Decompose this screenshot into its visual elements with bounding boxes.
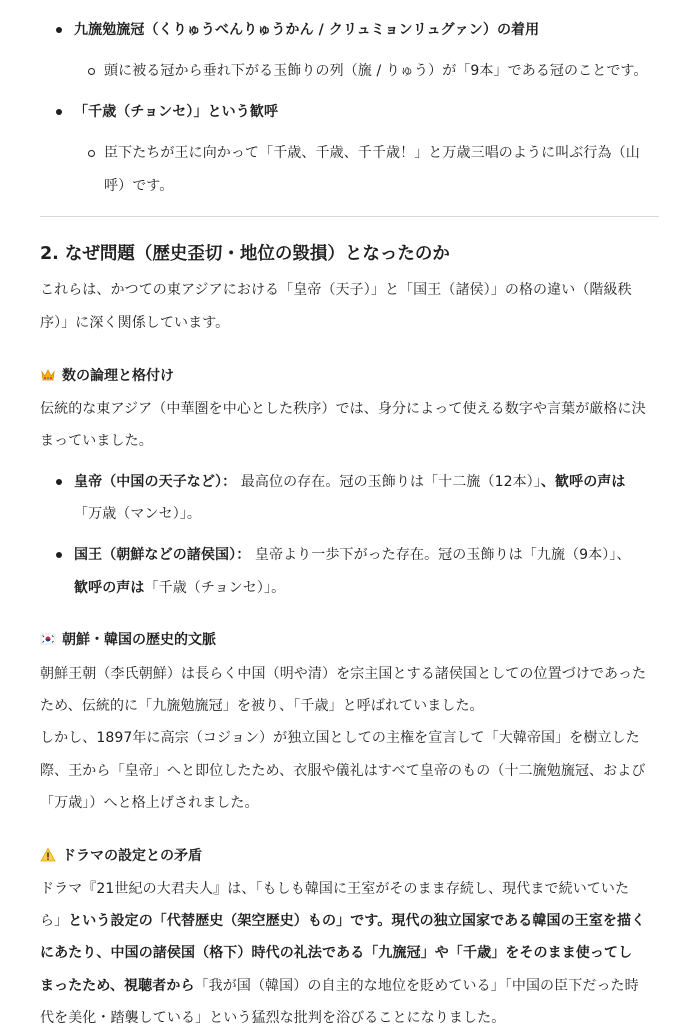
list-item-bold: 、歓呼の声は [540, 474, 626, 490]
paragraph-text: まっていました。 [40, 433, 153, 449]
paragraph-text: 代を美化・踏襲している」という猛烈な批判を浴びることになりました。 [40, 1010, 506, 1026]
paragraph-plain: 「我が国（韓国）の自主的な地位を貶めている」「中国の臣下だった時 [194, 978, 639, 994]
bullet-dot [56, 552, 62, 558]
paragraph-text: 朝鮮王朝（李氏朝鮮）は長らく中国（明や清）を宗主国とする諸侯国としての位置づけであった [40, 666, 647, 682]
paragraph-bold: にあたり、中国の諸侯国（格下）時代の礼法である「九旒冠」や「千歳」をそのまま使ってし [40, 945, 633, 961]
paragraph-plain: ら」 [40, 913, 69, 929]
list-item-plain: 「千歳（チョンセ）」。 [144, 580, 286, 596]
bullet-dot [56, 479, 62, 485]
crown-icon [40, 367, 56, 383]
section-heading: 2. なぜ問題（歴史歪切・地位の毀損）となったのか [40, 244, 450, 264]
bullet-dot [56, 27, 62, 33]
bullet-dot [56, 109, 62, 115]
subsection-heading [40, 630, 216, 650]
list-item-bold: 国王（朝鮮などの諸侯国）： [74, 547, 251, 563]
paragraph-text: これらは、かつての東アジアにおける「皇帝（天子）」と「国王（諸侯）」の格の違い（階級秩 [40, 282, 632, 298]
paragraph-text: ため、伝統的に「九旒勉旒冠」を被り、「千歳」と呼ばれていました。 [40, 698, 484, 714]
list-item-text [74, 578, 285, 598]
korea-flag-icon [40, 631, 56, 647]
paragraph-text: 「万歳」）へと格上げされました。 [40, 795, 259, 811]
divider [40, 216, 659, 217]
list-item-title: 九旒勉旒冠（くりゅうべんりゅうかん / クリュミョンリュグァン）の着用 [74, 22, 540, 38]
list-item-subtext: 頭に被る冠から垂れ下がる玉飾りの列（旒 / りゅう）が「9本」である冠のことです。 [104, 63, 648, 79]
subsection-heading-label: 数の論理と格付け [62, 368, 174, 384]
list-item-text: 「万歳（マンセ）」。 [74, 506, 201, 522]
list-item-subtext: 臣下たちが王に向かって「千歳、千歳、千千歳！」と万歳三唱のように叫ぶ行為（山 [104, 145, 640, 161]
list-item-text [74, 472, 626, 492]
list-item-plain: 皇帝より一歩下がった存在。冠の玉飾りは「九旒（9本）」、 [254, 547, 631, 563]
paragraph-text: ドラマ『21世紀の大君夫人』は、「もしも韓国に王室がそのまま存続し、現代まで続いていた [40, 881, 630, 897]
list-item-plain: 最高位の存在。冠の玉飾りは「十二旒（12本）」 [240, 474, 541, 490]
subsection-heading-label: ドラマの設定との矛盾 [62, 848, 202, 864]
paragraph-bold: まったため、視聴者から [40, 978, 195, 994]
subsection-heading-label: 朝鮮・韓国の歴史的文脈 [62, 632, 216, 648]
list-item-subtext: 呼）です。 [104, 178, 174, 194]
list-item-bold: 歓呼の声は [74, 580, 145, 596]
list-item-text [74, 545, 631, 565]
sub-bullet-circle [88, 150, 95, 157]
paragraph-text: 際、王から「皇帝」へと即位したため、衣服や儀礼はすべて皇帝のもの（十二旒勉旒冠、および [40, 763, 646, 779]
subsection-heading [40, 366, 174, 386]
list-item-title: 「千歳（チョンセ）」という歓呼 [74, 104, 279, 120]
paragraph-text: 伝統的な東アジア（中華圏を中心とした秩序）では、身分によって使える数字や言葉が厳格に決 [40, 401, 646, 417]
sub-bullet-circle [88, 68, 95, 75]
paragraph-text: しかし、1897年に高宗（コジョン）が独立国としての主権を宣言して「大韓帝国」を樹立した [40, 730, 640, 746]
warning-icon [40, 847, 56, 863]
subsection-heading [40, 846, 202, 866]
paragraph-text [40, 911, 645, 931]
paragraph-bold: という設定の「代替歴史（架空歴史）もの」です。現代の独立国家である韓国の王室を描く [68, 913, 646, 929]
paragraph-text: 序）」に深く関係しています。 [40, 315, 230, 331]
paragraph-text [40, 976, 639, 996]
list-item-bold: 皇帝（中国の天子など）： [74, 474, 237, 490]
